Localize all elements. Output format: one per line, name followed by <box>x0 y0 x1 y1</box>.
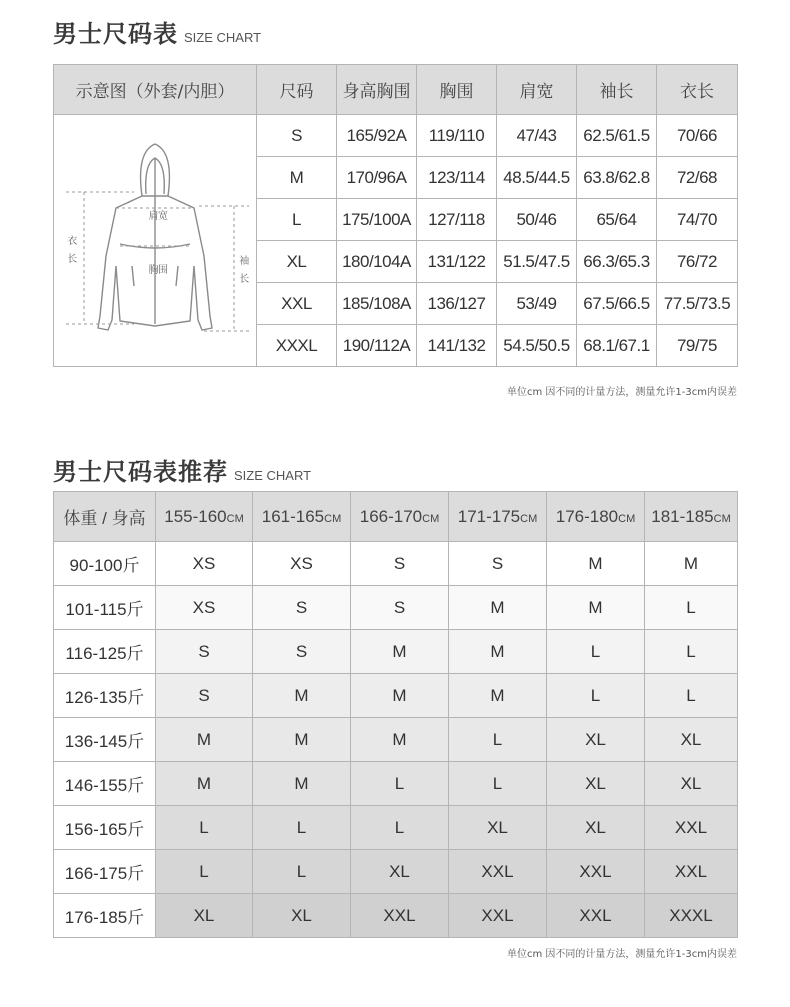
weight-cell: 146-155斤 <box>54 762 156 806</box>
size-label-cell: S <box>257 115 337 157</box>
size-value-cell: 79/75 <box>657 325 738 367</box>
size-value-cell: 63.8/62.8 <box>577 157 657 199</box>
recommend-row <box>54 718 738 762</box>
recommend-size-cell: XXL <box>351 894 449 938</box>
recommend-size-cell: M <box>156 762 253 806</box>
size-value-cell: 47/43 <box>497 115 577 157</box>
recommend-row <box>54 806 738 850</box>
size-value-cell: 180/104A <box>337 241 417 283</box>
recommend-row <box>54 674 738 718</box>
size-label-cell: L <box>257 199 337 241</box>
recommend-title-en: SIZE CHART <box>234 468 312 483</box>
recommend-size-cell: XL <box>449 806 547 850</box>
size-chart-note: 单位cm 因不同的计量方法，测量允许1-3cm内误差 <box>507 387 737 398</box>
weight-cell: 176-185斤 <box>54 894 156 938</box>
header-length: 衣长 <box>657 65 738 115</box>
weight-cell: 126-135斤 <box>54 674 156 718</box>
recommend-size-cell: L <box>645 674 738 718</box>
recommend-size-cell: XXL <box>547 850 645 894</box>
recommend-size-cell: M <box>645 542 738 586</box>
diagram-sleeve-label-2: 长 <box>239 273 249 285</box>
size-value-cell: 72/68 <box>657 157 738 199</box>
size-value-cell: 141/132 <box>417 325 497 367</box>
recommend-size-cell: XL <box>351 850 449 894</box>
recommend-size-cell: L <box>547 674 645 718</box>
header-shoulder: 肩宽 <box>497 65 577 115</box>
recommend-size-cell: M <box>547 542 645 586</box>
recommend-size-cell: M <box>449 674 547 718</box>
recommend-size-cell: XL <box>547 762 645 806</box>
size-value-cell: 127/118 <box>417 199 497 241</box>
recommend-row <box>54 586 738 630</box>
recommend-size-cell: S <box>351 586 449 630</box>
recommend-size-cell: XL <box>547 718 645 762</box>
size-label-cell: M <box>257 157 337 199</box>
recommend-header-row <box>54 492 738 542</box>
recommend-size-cell: M <box>547 586 645 630</box>
header-weight-height: 体重 / 身高 <box>54 492 156 542</box>
recommend-size-cell: S <box>253 630 351 674</box>
weight-cell: 101-115斤 <box>54 586 156 630</box>
diagram-shoulder-label: 肩宽 <box>148 210 168 222</box>
size-chart-title-en: SIZE CHART <box>184 30 262 45</box>
recommend-size-cell: XS <box>156 586 253 630</box>
recommend-size-cell: M <box>449 630 547 674</box>
diagram-chest-label: 胸围 <box>148 264 168 276</box>
size-value-cell: 77.5/73.5 <box>657 283 738 325</box>
recommend-size-cell: XXL <box>449 850 547 894</box>
size-value-cell: 53/49 <box>497 283 577 325</box>
size-value-cell: 67.5/66.5 <box>577 283 657 325</box>
recommend-size-cell: L <box>351 806 449 850</box>
header-height-range: 176-180CM <box>547 492 645 542</box>
diagram-length-label: 衣 <box>67 235 77 247</box>
size-value-cell: 131/122 <box>417 241 497 283</box>
recommend-size-cell: XL <box>253 894 351 938</box>
size-value-cell: 68.1/67.1 <box>577 325 657 367</box>
weight-cell: 166-175斤 <box>54 850 156 894</box>
recommend-size-cell: XL <box>547 806 645 850</box>
size-value-cell: 119/110 <box>417 115 497 157</box>
recommend-size-cell: M <box>351 674 449 718</box>
size-value-cell: 123/114 <box>417 157 497 199</box>
size-chart-header-row <box>54 65 738 115</box>
recommend-size-cell: M <box>351 718 449 762</box>
size-value-cell: 50/46 <box>497 199 577 241</box>
recommend-size-cell: XXXL <box>645 894 738 938</box>
header-diagram: 示意图（外套/内胆） <box>54 65 257 115</box>
recommend-size-cell: L <box>645 586 738 630</box>
size-chart-title-zh: 男士尺码表 <box>53 20 178 48</box>
size-label-cell: XXL <box>257 283 337 325</box>
size-value-cell: 51.5/47.5 <box>497 241 577 283</box>
size-value-cell: 74/70 <box>657 199 738 241</box>
recommend-row <box>54 850 738 894</box>
weight-cell: 156-165斤 <box>54 806 156 850</box>
size-chart-title <box>53 14 261 49</box>
recommend-note: 单位cm 因不同的计量方法，测量允许1-3cm内误差 <box>507 949 737 960</box>
header-height-range: 155-160CM <box>156 492 253 542</box>
recommend-size-cell: XXL <box>547 894 645 938</box>
weight-cell: 116-125斤 <box>54 630 156 674</box>
recommend-size-cell: S <box>253 586 351 630</box>
size-label-cell: XL <box>257 241 337 283</box>
recommend-size-cell: L <box>156 806 253 850</box>
size-label-cell: XXXL <box>257 325 337 367</box>
header-height-chest: 身高胸围 <box>337 65 417 115</box>
recommend-size-cell: XS <box>253 542 351 586</box>
jacket-diagram-svg <box>54 116 257 366</box>
recommend-row <box>54 542 738 586</box>
header-height-range: 166-170CM <box>351 492 449 542</box>
recommend-row <box>54 894 738 938</box>
size-value-cell: 54.5/50.5 <box>497 325 577 367</box>
size-value-cell: 48.5/44.5 <box>497 157 577 199</box>
recommend-size-cell: S <box>351 542 449 586</box>
header-size: 尺码 <box>257 65 337 115</box>
diagram-length-label-2: 长 <box>67 253 77 265</box>
size-value-cell: 76/72 <box>657 241 738 283</box>
recommend-size-cell: L <box>449 762 547 806</box>
size-value-cell: 190/112A <box>337 325 417 367</box>
diagram-sleeve-label: 袖 <box>239 255 249 267</box>
recommend-size-cell: M <box>449 586 547 630</box>
size-value-cell: 65/64 <box>577 199 657 241</box>
header-sleeve: 袖长 <box>577 65 657 115</box>
recommend-size-cell: L <box>253 850 351 894</box>
jacket-diagram <box>54 115 257 367</box>
size-row <box>54 115 738 157</box>
recommend-title <box>53 452 311 487</box>
recommend-size-cell: L <box>645 630 738 674</box>
size-value-cell: 136/127 <box>417 283 497 325</box>
weight-cell: 90-100斤 <box>54 542 156 586</box>
size-value-cell: 62.5/61.5 <box>577 115 657 157</box>
recommend-size-cell: L <box>449 718 547 762</box>
header-height-range: 161-165CM <box>253 492 351 542</box>
recommend-size-cell: M <box>253 718 351 762</box>
weight-cell: 136-145斤 <box>54 718 156 762</box>
recommend-size-cell: S <box>156 630 253 674</box>
recommend-row <box>54 762 738 806</box>
size-chart-table <box>53 64 738 367</box>
recommend-size-cell: M <box>156 718 253 762</box>
size-value-cell: 70/66 <box>657 115 738 157</box>
recommend-size-cell: M <box>253 762 351 806</box>
recommend-size-cell: XXL <box>645 806 738 850</box>
recommend-size-cell: XXL <box>645 850 738 894</box>
recommend-size-cell: L <box>156 850 253 894</box>
recommend-size-cell: XL <box>645 762 738 806</box>
recommend-size-cell: XL <box>156 894 253 938</box>
recommend-size-cell: M <box>253 674 351 718</box>
header-chest: 胸围 <box>417 65 497 115</box>
recommend-title-zh: 男士尺码表推荐 <box>53 458 228 486</box>
recommend-size-cell: M <box>351 630 449 674</box>
header-height-range: 171-175CM <box>449 492 547 542</box>
recommend-row <box>54 630 738 674</box>
recommend-size-cell: XS <box>156 542 253 586</box>
size-value-cell: 170/96A <box>337 157 417 199</box>
recommend-size-cell: S <box>449 542 547 586</box>
size-value-cell: 66.3/65.3 <box>577 241 657 283</box>
recommend-size-cell: L <box>253 806 351 850</box>
size-value-cell: 165/92A <box>337 115 417 157</box>
recommend-size-cell: L <box>547 630 645 674</box>
recommend-size-cell: XL <box>645 718 738 762</box>
header-height-range: 181-185CM <box>645 492 738 542</box>
recommend-size-cell: S <box>156 674 253 718</box>
recommend-size-cell: XXL <box>449 894 547 938</box>
recommend-size-cell: L <box>351 762 449 806</box>
recommend-table <box>53 491 738 938</box>
size-value-cell: 185/108A <box>337 283 417 325</box>
size-value-cell: 175/100A <box>337 199 417 241</box>
